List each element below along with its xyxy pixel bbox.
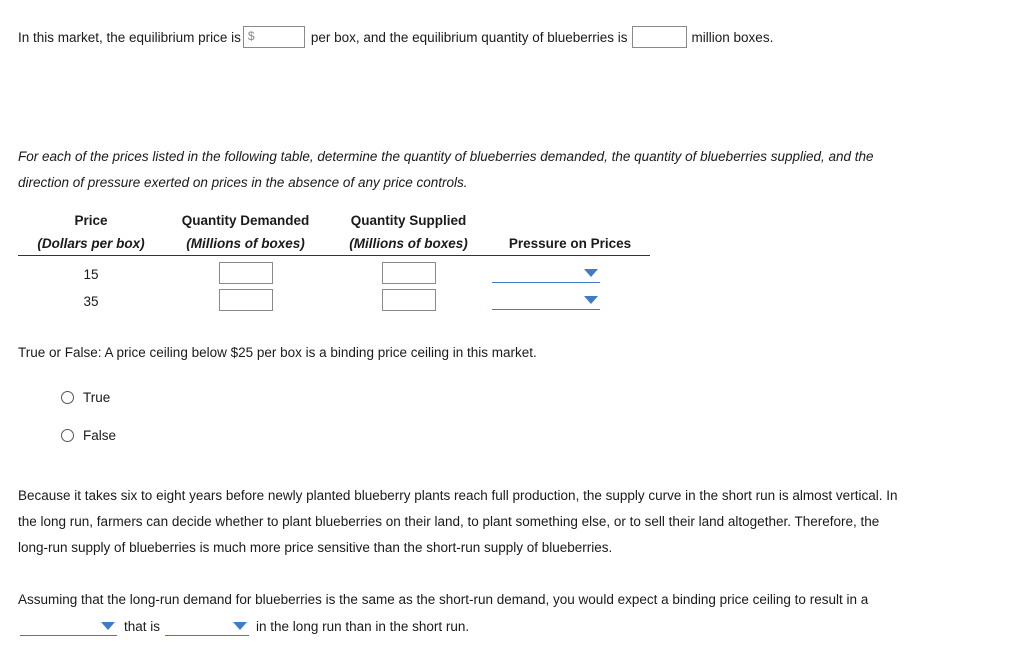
dropdown-arrow-icon xyxy=(101,622,115,630)
row-price: 35 xyxy=(83,293,99,309)
explanation-line-3: long-run supply of blueberries is much more price sensitive than the short-run supply of blueberries. xyxy=(18,540,613,555)
result-dropdown[interactable] xyxy=(20,616,117,636)
radio-true[interactable] xyxy=(61,390,110,405)
supplied-input[interactable] xyxy=(382,289,436,311)
dropdown-arrow-icon xyxy=(584,269,598,277)
radio-false-label: False xyxy=(83,428,117,443)
equilibrium-quantity-input[interactable] xyxy=(632,26,687,48)
instructions-line-1: For each of the prices listed in the following table, determine the quantity of blueberries demanded, the quantity of blueberries supplied, and the xyxy=(18,149,874,164)
equilibrium-text-middle: per box, and the equilibrium quantity of blueberries is xyxy=(310,29,628,45)
equilibrium-price-input[interactable] xyxy=(243,26,305,48)
final-text-after: in the long run than in the short run. xyxy=(256,618,470,634)
final-text-middle: that is xyxy=(124,618,161,634)
dropdown-arrow-icon xyxy=(584,296,598,304)
radio-circle-icon[interactable] xyxy=(61,391,74,404)
instructions-line-2: direction of pressure exerted on prices in the absence of any price controls. xyxy=(18,175,468,190)
table-instructions xyxy=(18,144,874,196)
price-table xyxy=(18,209,650,315)
table-row xyxy=(18,287,650,315)
equilibrium-sentence xyxy=(18,26,773,48)
final-question-line-2 xyxy=(20,616,469,636)
final-question-line-1: Assuming that the long-run demand for blueberries is the same as the short-run demand, you would expect a binding price ceiling to result in a xyxy=(18,592,869,607)
radio-true-label: True xyxy=(83,390,111,405)
subheader-demanded-units: (Millions of boxes) xyxy=(186,235,305,251)
header-pressure-on-prices: Pressure on Prices xyxy=(508,235,632,251)
supply-explanation xyxy=(18,483,897,561)
subheader-supplied-units: (Millions of boxes) xyxy=(349,235,468,251)
supplied-input[interactable] xyxy=(382,262,436,284)
header-quantity-supplied: Quantity Supplied xyxy=(350,212,467,228)
explanation-line-1: Because it takes six to eight years before newly planted blueberry plants reach full production, the supply curve in the short run is almost vertical. In xyxy=(18,488,898,503)
subheader-price-units: (Dollars per box) xyxy=(37,235,145,251)
explanation-line-2: the long run, farmers can decide whether to plant blueberries on their land, to plant something else, or to sell their land altogether. Therefore, the xyxy=(18,514,880,529)
equilibrium-text-before: In this market, the equilibrium price is xyxy=(18,29,241,45)
demanded-input[interactable] xyxy=(219,262,273,284)
radio-circle-icon[interactable] xyxy=(61,429,74,442)
dollar-sign: $ xyxy=(247,29,255,43)
equilibrium-text-after: million boxes. xyxy=(691,29,774,45)
pressure-dropdown[interactable] xyxy=(492,263,600,283)
header-empty xyxy=(490,209,650,231)
row-price: 15 xyxy=(83,267,99,282)
header-price: Price xyxy=(74,212,108,228)
comparison-dropdown[interactable] xyxy=(165,616,249,636)
header-quantity-demanded: Quantity Demanded xyxy=(181,212,310,228)
pressure-dropdown[interactable] xyxy=(492,290,600,310)
radio-false[interactable] xyxy=(61,428,116,443)
table-row xyxy=(18,256,650,287)
dropdown-arrow-icon xyxy=(233,622,247,630)
true-false-question: True or False: A price ceiling below $25 per box is a binding price ceiling in this market. xyxy=(18,345,537,360)
demanded-input[interactable] xyxy=(219,289,273,311)
